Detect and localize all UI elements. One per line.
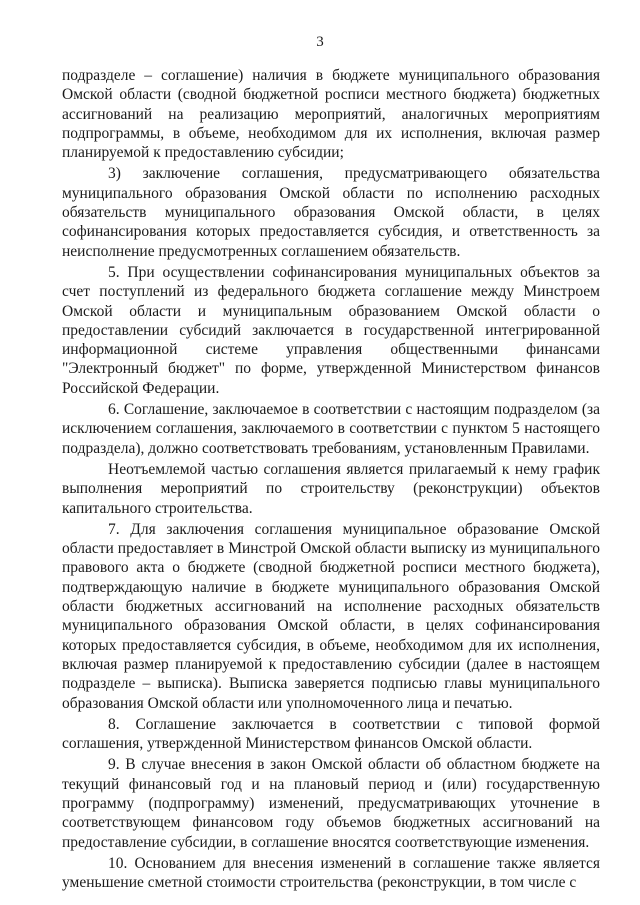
document-body xyxy=(62,66,600,892)
paragraph-item-5: 5. При осуществлении софинансирования муниципальных объектов за счет поступлений из федерального бюджета соглашение между Минстроем Омской области и муниципальным образованием Омской области о предоставлении субсидий заключается в государственной интегрированной информационной системе управления общественными финансами "Электронный бюджет" по форме, утвержденной Министерством финансов Российской Федерации. xyxy=(62,263,600,397)
paragraph-item-7: 7. Для заключения соглашения муниципальное образование Омской области предоставляет в Минстрой Омской области выписку из муниципального правового акта о бюджете (сводной бюджетной росписи местного бюджета), подтверждающую наличие в бюджете муниципального образования Омской области бюджетных ассигнований на исполнение расходных обязательств муниципального образования Омской области, в целях софинансирования которых предоставляется субсидия, в объеме, необходимом для их исполнения, включая размер планируемой к предоставлению субсидии (далее в настоящем подразделе – выписка). Выписка заверяется подписью главы муниципального образования Омской области или уполномоченного лица и печатью. xyxy=(62,520,600,712)
paragraph-item-9: 9. В случае внесения в закон Омской области об областном бюджете на текущий финансовый год и на плановый период и (или) государственную программу (подпрограмму) изменений, предусматривающих уточнение в соответствующем финансовом году объемов бюджетных ассигнований на предоставление субсидии, в соглашение вносятся соответствующие изменения. xyxy=(62,756,600,851)
paragraph-item-8: 8. Соглашение заключается в соответствии с типовой формой соглашения, утвержденной Министерством финансов Омской области. xyxy=(62,715,600,753)
paragraph-continuation: подразделе – соглашение) наличия в бюджете муниципального образования Омской области (сводной бюджетной росписи местного бюджета) бюджетных ассигнований на реализацию мероприятий, аналогичных мероприятиям подпрограммы, в объеме, необходимом для их исполнения, включая размер планируемой к предоставлению субсидии; xyxy=(62,67,600,162)
paragraph-item-6: 6. Соглашение, заключаемое в соответствии с настоящим подразделом (за исключением соглашения, заключаемого в соответствии с пунктом 5 настоящего подраздела), должно соответствовать требованиям, установленным Правилами. xyxy=(62,401,600,457)
paragraph-item-10: 10. Основанием для внесения изменений в соглашение также является уменьшение сметной стоимости строительства (реконструкции, в том числе с xyxy=(62,854,600,892)
paragraph-item-3: 3) заключение соглашения, предусматривающего обязательства муниципального образования Омской области по исполнению расходных обязательств муниципального образования Омской области, в целях софинансирования которых предоставляется субсидия, и ответственность за неисполнение предусмотренных соглашением обязательств. xyxy=(62,165,600,260)
page-number: 3 xyxy=(316,34,324,50)
paragraph-schedule-note: Неотъемлемой частью соглашения является прилагаемый к нему график выполнения мероприятий по строительству (реконструкции) объектов капитального строительства. xyxy=(62,460,600,517)
